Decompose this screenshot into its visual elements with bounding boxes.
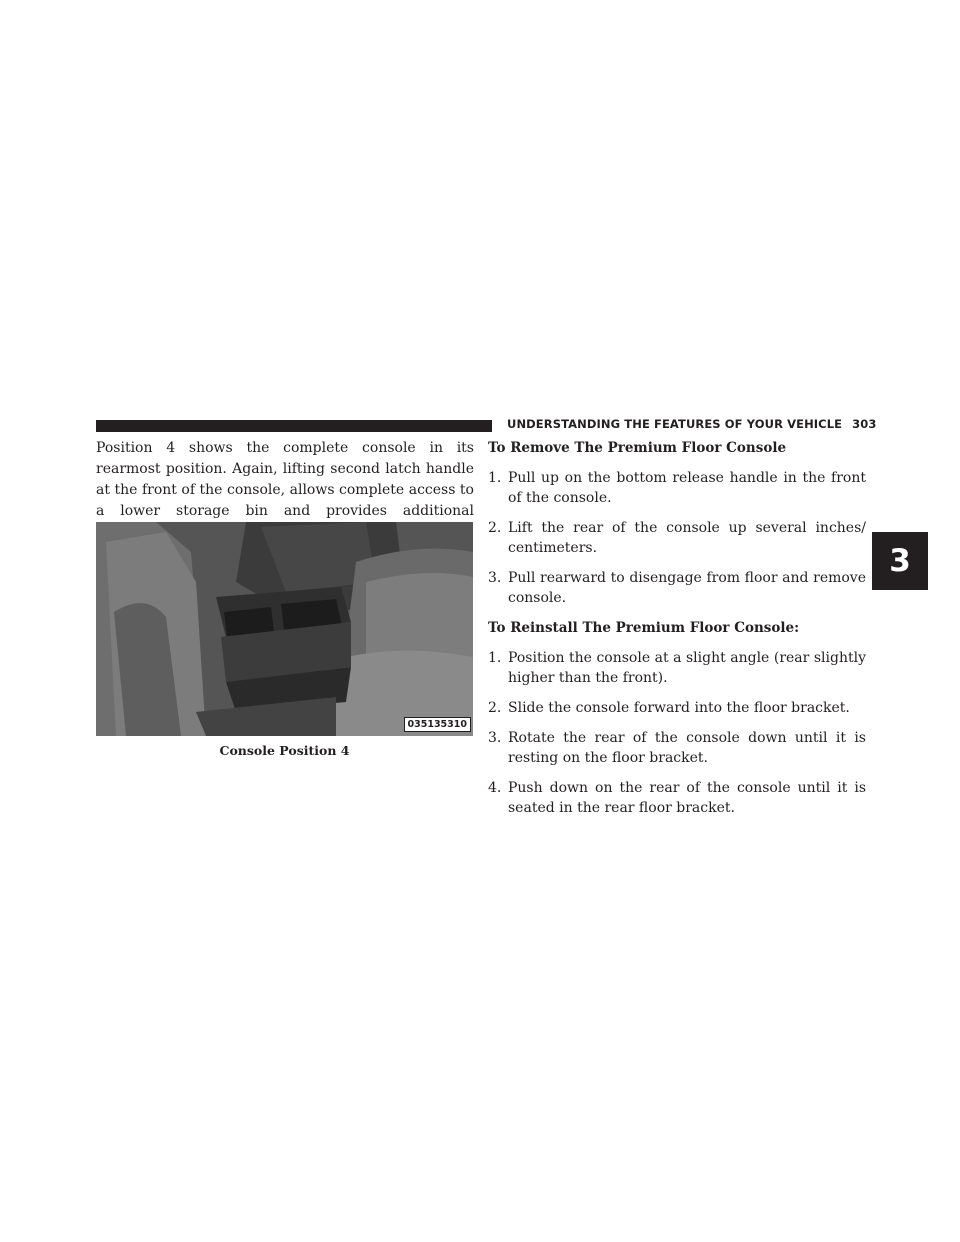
step-text: Pull rearward to disengage from floor and remove console. <box>508 570 866 606</box>
step-text: Pull up on the bottom release handle in the front of the console. <box>508 470 866 506</box>
remove-heading: To Remove The Premium Floor Console <box>488 440 787 456</box>
list-item <box>488 728 866 768</box>
figure-code: 035135310 <box>404 717 472 732</box>
step-number: 2. <box>488 520 502 536</box>
page-number: 303 <box>852 417 877 431</box>
step-number: 4. <box>488 780 502 796</box>
step-text: Push down on the rear of the console until it is seated in the rear floor bracket. <box>508 780 866 816</box>
chapter-tab: 3 <box>872 532 928 590</box>
list-item <box>488 648 866 688</box>
step-number: 3. <box>488 570 502 586</box>
list-item <box>488 518 866 558</box>
step-number: 1. <box>488 650 502 666</box>
list-item <box>488 698 866 718</box>
step-number: 1. <box>488 470 502 486</box>
header-rule <box>96 420 492 432</box>
step-text: Slide the console forward into the floor bracket. <box>508 700 850 716</box>
figure-caption: Console Position 4 <box>219 743 350 758</box>
console-photo-illustration <box>96 522 473 736</box>
step-number: 2. <box>488 700 502 716</box>
reinstall-heading: To Reinstall The Premium Floor Console: <box>488 620 800 636</box>
running-header <box>507 417 877 431</box>
list-item <box>488 468 866 508</box>
right-column <box>488 438 866 828</box>
console-photo <box>96 522 473 736</box>
list-item <box>488 568 866 608</box>
step-text: Lift the rear of the console up several inches/ centimeters. <box>508 520 866 556</box>
remove-steps <box>488 468 866 608</box>
reinstall-steps <box>488 648 866 818</box>
step-text: Rotate the rear of the console down until it is resting on the floor bracket. <box>508 730 866 766</box>
step-number: 3. <box>488 730 502 746</box>
step-text: Position the console at a slight angle (rear slightly higher than the front). <box>508 650 866 686</box>
intro-paragraph: Position 4 shows the complete console in its rearmost position. Again, lifting second latch handle at the front of the console, allows complete access to a lower storage bin and provides additional <box>96 440 474 519</box>
section-title: UNDERSTANDING THE FEATURES OF YOUR VEHICLE <box>507 417 843 431</box>
list-item <box>488 778 866 818</box>
